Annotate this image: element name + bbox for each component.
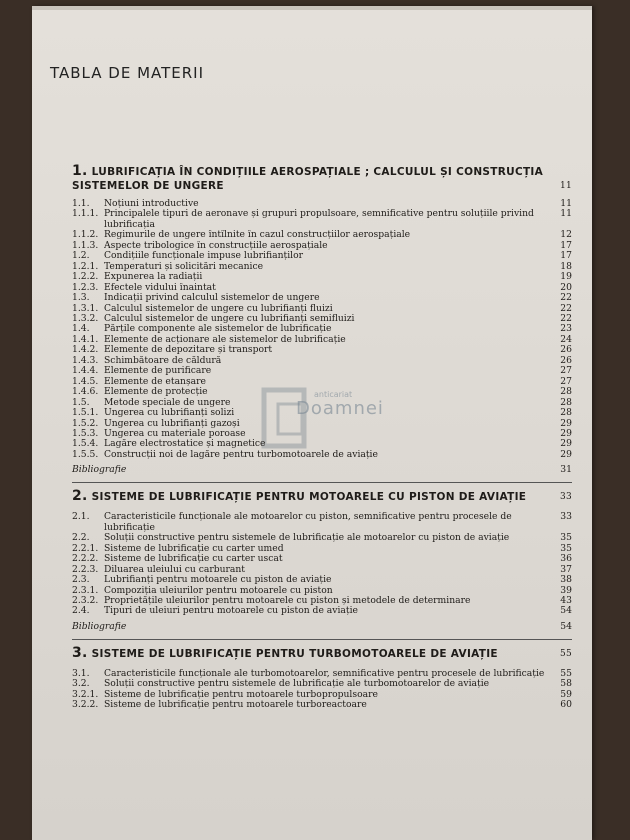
entry-title: Regimurile de ungere întîlnite în cazul construcțiilor aerospațiale (104, 230, 411, 241)
entry-number: 1.3. (72, 292, 90, 304)
entry-number: 1.4.6. (72, 386, 99, 398)
toc-entry (72, 324, 572, 334)
entry-title: Sisteme de lubrificație pentru motoarele turboreactoare (104, 700, 367, 711)
entry-page: 29 (560, 427, 572, 439)
bibliography-label: Bibliografie (72, 620, 127, 632)
page-edge (32, 6, 592, 10)
toc-entry (72, 700, 572, 710)
entry-number: 1.2.2. (72, 271, 99, 283)
entry-number: 1.4. (72, 323, 90, 335)
entry-page: 22 (560, 302, 572, 314)
entry-number: 1.5.4. (72, 438, 99, 450)
entry-page: 26 (560, 344, 572, 356)
entry-number: 3.2.2. (72, 699, 99, 711)
entry-title: Soluții constructive pentru sistemele de lubrificație ale motoarelor cu piston de aviație (104, 533, 510, 544)
watermark-brand-text: Doamnei (296, 398, 384, 419)
entry-number: 2.2.3. (72, 563, 99, 575)
chapter-1-heading (72, 164, 572, 193)
entry-page: 55 (560, 667, 572, 679)
divider (72, 482, 572, 483)
entry-title: Tipuri de uleiuri pentru motoarele cu piston de aviație (104, 606, 358, 617)
entry-page: 26 (560, 354, 572, 366)
entry-number: 2.2. (72, 532, 90, 544)
entry-page: 22 (560, 292, 572, 304)
entry-page: 39 (560, 584, 572, 596)
toc-entry (72, 398, 572, 408)
toc-entry (72, 606, 572, 616)
toc-entry (72, 690, 572, 700)
toc-entry (72, 554, 572, 564)
entry-number: 1.2.3. (72, 281, 99, 293)
chapter-page: 11 (559, 181, 572, 191)
entry-number: 1.2.1. (72, 260, 99, 272)
toc-entry (72, 304, 572, 314)
entry-title: Proprietățile uleiurilor pentru motoarele cu piston și metodele de determinare (104, 595, 471, 606)
entry-number: 1.1. (72, 198, 90, 209)
toc-entry (72, 283, 572, 293)
chapter-number: 3. (72, 644, 88, 661)
entry-title: Efectele vidului înaintat (104, 282, 216, 293)
entry-title: Construcții noi de lagăre pentru turbomotoarele de aviație (104, 449, 378, 460)
entry-page: 18 (560, 260, 572, 272)
divider (72, 639, 572, 640)
toc-entry (72, 262, 572, 272)
toc-entry (72, 544, 572, 554)
chapter-1-entries (72, 199, 572, 460)
entry-title: Compoziția uleiurilor pentru motoarele cu piston (104, 585, 333, 596)
toc-entry (72, 251, 572, 261)
entry-title: Lagăre electrostatice și magnetice (104, 439, 266, 450)
chapter-title: SISTEME DE LUBRIFICAȚIE PENTRU TURBOMOTOARELE DE AVIAȚIE (91, 647, 498, 660)
entry-page: 35 (560, 542, 572, 554)
toc-entry (72, 314, 572, 324)
entry-title: Elemente de purificare (104, 366, 212, 377)
entry-page: 37 (560, 563, 572, 575)
entry-title: Indicații privind calculul sistemelor de ungere (104, 293, 320, 304)
entry-page: 20 (560, 281, 572, 293)
entry-title: Ungerea cu lubrifianți gazoși (104, 418, 240, 429)
chapter-title: SISTEME DE LUBRIFICAȚIE PENTRU MOTOARELE CU PISTON DE AVIAȚIE (91, 491, 527, 504)
bibliography-label: Bibliografie (72, 464, 127, 476)
toc-entry (72, 565, 572, 575)
entry-number: 3.2.1. (72, 688, 99, 700)
entry-number: 1.5.5. (72, 448, 99, 460)
chapter-title: LUBRIFICAȚIA ÎN CONDIȚIILE AEROSPAȚIALE ; CALCULUL ȘI CONSTRUCȚIA SISTEMELOR DE UNGERE (72, 166, 544, 192)
entry-number: 1.4.2. (72, 344, 99, 356)
entry-title: Elemente de acționare ale sistemelor de lubrificație (104, 334, 346, 345)
entry-page: 28 (560, 396, 572, 408)
entry-number: 2.2.2. (72, 553, 99, 565)
toc-entry (72, 366, 572, 376)
entry-title: Principalele tipuri de aeronave și grupuri propulsoare, semnificative pentru soluțiile privind lubrificația (104, 209, 534, 230)
toc-entry (72, 533, 572, 543)
toc-entry (72, 272, 572, 282)
entry-title: Elemente de protecție (104, 387, 208, 398)
entry-title: Schimbătoare de căldură (104, 355, 222, 366)
entry-page: 29 (560, 448, 572, 460)
toc-entry (72, 335, 572, 345)
entry-page: 29 (560, 438, 572, 450)
entry-page: 28 (560, 407, 572, 419)
entry-page: 17 (560, 239, 572, 251)
entry-page: 59 (560, 688, 572, 700)
entry-page: 17 (560, 250, 572, 262)
entry-page: 27 (560, 375, 572, 387)
toc-entry (72, 669, 572, 679)
entry-title: Caracteristicile funcționale ale turbomotoarelor, semnificative pentru procesele de lubrificație (104, 668, 545, 679)
toc-entry (72, 293, 572, 303)
toc-entry (72, 596, 572, 606)
entry-number: 1.3.1. (72, 302, 99, 314)
entry-page: 19 (560, 271, 572, 283)
entry-title: Ungerea cu lubrifianți solizi (104, 408, 235, 419)
toc-entry (72, 241, 572, 251)
entry-title: Sisteme de lubrificație pentru motoarele turbopropulsoare (104, 689, 378, 700)
entry-page: 22 (560, 312, 572, 324)
entry-page: 36 (560, 553, 572, 565)
entry-number: 3.2. (72, 678, 90, 690)
entry-page: 12 (560, 229, 572, 241)
toc-entry (72, 387, 572, 397)
chapter-2-entries (72, 512, 572, 617)
entry-title: Soluții constructive pentru sistemele de lubrificație ale turbomotoarelor de aviație (104, 679, 490, 690)
toc-entry (72, 586, 572, 596)
toc-entry (72, 450, 572, 460)
entry-title: Sisteme de lubrificație cu carter umed (104, 543, 284, 554)
toc-entry (72, 512, 572, 533)
entry-title: Expunerea la radiații (104, 272, 203, 283)
entry-title: Lubrifianți pentru motoarele cu piston de aviație (104, 575, 332, 586)
entry-title: Condițiile funcționale impuse lubrifianților (104, 251, 303, 262)
entry-number: 1.5.3. (72, 427, 99, 439)
bibliography-page: 31 (560, 464, 572, 476)
entry-title: Aspecte tribologice în construcțiile aerospațiale (104, 240, 328, 251)
toc-entry (72, 439, 572, 449)
entry-title: Elemente de depozitare și transport (104, 345, 273, 356)
entry-page: 58 (560, 678, 572, 690)
entry-page: 24 (560, 333, 572, 345)
entry-page: 29 (560, 417, 572, 429)
entry-page: 38 (560, 574, 572, 586)
entry-page: 60 (560, 699, 572, 711)
entry-page: 11 (560, 198, 572, 209)
bibliography-page: 54 (560, 620, 572, 632)
entry-number: 2.1. (72, 511, 90, 523)
watermark-small-text: anticariat (314, 390, 353, 399)
chapter-number: 2. (72, 488, 88, 505)
chapter-page: 55 (559, 648, 572, 659)
entry-title: Sisteme de lubrificație cu carter uscat (104, 554, 283, 565)
toc-entry (72, 199, 572, 209)
toc-entry (72, 419, 572, 429)
entry-number: 1.5.1. (72, 407, 99, 419)
entry-number: 1.3.2. (72, 312, 99, 324)
toc-entry (72, 408, 572, 418)
entry-title: Noțiuni introductive (104, 199, 199, 209)
chapter-3-entries (72, 669, 572, 711)
chapter-2-heading (72, 489, 572, 504)
toc-entry (72, 377, 572, 387)
entry-page: 28 (560, 386, 572, 398)
book-page (32, 6, 592, 840)
entry-number: 1.1.3. (72, 239, 99, 251)
entry-number: 1.1.1. (72, 208, 99, 220)
entry-number: 1.1.2. (72, 229, 99, 241)
chapter-page: 33 (559, 492, 572, 503)
entry-title: Calculul sistemelor de ungere cu lubrifianți fluizi (104, 303, 333, 314)
entry-title: Calculul sistemelor de ungere cu lubrifianți semifluizi (104, 313, 355, 324)
entry-title: Părțile componente ale sistemelor de lubrificație (104, 324, 332, 335)
toc-entry (72, 230, 572, 240)
toc-entry (72, 429, 572, 439)
entry-number: 2.3.2. (72, 594, 99, 606)
entry-number: 1.5.2. (72, 417, 99, 429)
table-of-contents (72, 158, 572, 711)
entry-number: 1.5. (72, 396, 90, 408)
entry-title: Elemente de etanșare (104, 376, 206, 387)
page-title: TABLA DE MATERII (50, 64, 205, 82)
chapter-3-heading (72, 646, 572, 661)
entry-page: 54 (560, 605, 572, 617)
chapter-1-bibliography (72, 464, 572, 476)
entry-number: 2.4. (72, 605, 90, 617)
entry-number: 2.3.1. (72, 584, 99, 596)
toc-entry (72, 356, 572, 366)
entry-number: 1.4.3. (72, 354, 99, 366)
chapter-number: 1. (72, 163, 88, 179)
entry-title: Metode speciale de ungere (104, 397, 231, 408)
toc-entry (72, 575, 572, 585)
entry-page: 35 (560, 532, 572, 544)
entry-page: 27 (560, 365, 572, 377)
toc-entry (72, 345, 572, 355)
toc-entry (72, 209, 572, 230)
entry-number: 2.3. (72, 574, 90, 586)
entry-title: Caracteristicile funcționale ale motoarelor cu piston, semnificative pentru procesele de lubrificație (104, 512, 512, 533)
entry-number: 1.4.1. (72, 333, 99, 345)
entry-title: Diluarea uleiului cu carburant (104, 564, 246, 575)
entry-page: 33 (560, 511, 572, 523)
entry-number: 1.4.5. (72, 375, 99, 387)
entry-page: 23 (560, 323, 572, 335)
chapter-2-bibliography (72, 621, 572, 633)
entry-title: Temperaturi și solicitări mecanice (104, 261, 264, 272)
entry-number: 1.2. (72, 250, 90, 262)
entry-page: 43 (560, 594, 572, 606)
entry-title: Ungerea cu materiale poroase (104, 428, 246, 439)
entry-number: 3.1. (72, 667, 90, 679)
entry-number: 2.2.1. (72, 542, 99, 554)
entry-number: 1.4.4. (72, 365, 99, 377)
entry-page: 11 (560, 208, 572, 220)
toc-entry (72, 679, 572, 689)
